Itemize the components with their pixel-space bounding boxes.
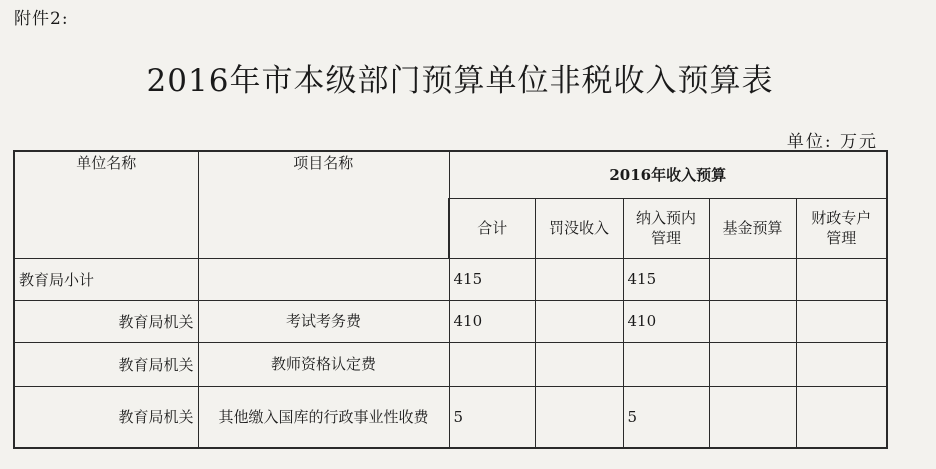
cell-fines <box>535 258 623 300</box>
cell-project <box>198 258 449 300</box>
page-title: 2016年市本级部门预算单位非税收入预算表 <box>146 63 774 99</box>
header-inbudget-line1: 纳入预内 <box>635 209 696 227</box>
table-row <box>14 300 887 342</box>
cell-fines <box>535 300 623 342</box>
cell-fines <box>535 386 623 448</box>
cell-fund <box>709 342 796 386</box>
table-row <box>14 386 887 448</box>
cell-inbudget: 410 <box>623 300 709 342</box>
header-special-line1: 财政专户 <box>811 209 872 227</box>
cell-unit: 教育局机关 <box>14 300 198 342</box>
cell-total: 415 <box>449 258 535 300</box>
header-inbudget-line2: 管理 <box>650 229 681 247</box>
table-row <box>14 258 887 300</box>
header-inbudget <box>623 198 709 258</box>
cell-project: 教师资格认定费 <box>198 342 449 386</box>
cell-fund <box>709 258 796 300</box>
cell-unit: 教育局机关 <box>14 386 198 448</box>
cell-fines <box>535 342 623 386</box>
cell-total <box>449 342 535 386</box>
cell-special <box>796 386 887 448</box>
cell-project: 考试考务费 <box>198 300 449 342</box>
attachment-label: 附件2: <box>14 9 69 29</box>
cell-inbudget: 415 <box>623 258 709 300</box>
header-unit-name: 单位名称 <box>14 151 198 258</box>
unit-label: 单位: 万元 <box>786 132 878 152</box>
cell-inbudget: 5 <box>623 386 709 448</box>
table-row <box>14 342 887 386</box>
header-project-name: 项目名称 <box>198 151 449 258</box>
header-special-line2: 管理 <box>826 229 857 247</box>
header-special <box>796 198 887 258</box>
cell-fund <box>709 386 796 448</box>
cell-special <box>796 300 887 342</box>
cell-special <box>796 258 887 300</box>
budget-table <box>13 150 888 449</box>
header-budget-group: 2016年收入预算 <box>449 151 887 198</box>
cell-unit: 教育局小计 <box>14 258 198 300</box>
cell-special <box>796 342 887 386</box>
cell-unit: 教育局机关 <box>14 342 198 386</box>
header-fund: 基金预算 <box>709 198 796 258</box>
header-fines: 罚没收入 <box>535 198 623 258</box>
header-row-1 <box>14 151 887 198</box>
cell-project: 其他缴入国库的行政事业性收费 <box>198 386 449 448</box>
cell-total: 5 <box>449 386 535 448</box>
cell-fund <box>709 300 796 342</box>
cell-inbudget <box>623 342 709 386</box>
cell-total: 410 <box>449 300 535 342</box>
header-total: 合计 <box>449 198 535 258</box>
